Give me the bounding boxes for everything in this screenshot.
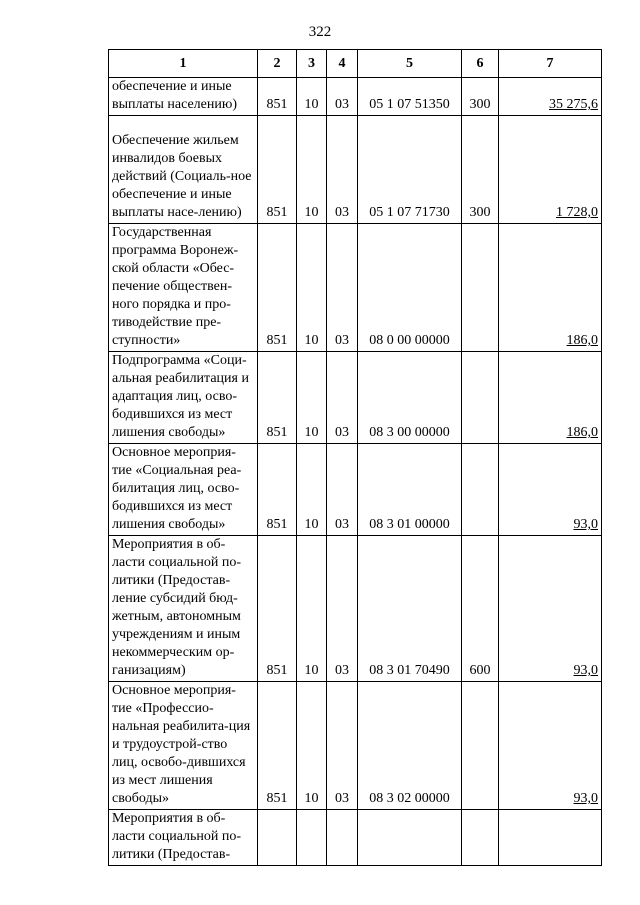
row-name: Основное мероприя-тие «Профессио-нальная реабилита-ция и трудоустрой-ство лиц, освобо-дившихся из мест лишения свободы» [109,682,258,810]
column-header-5: 5 [358,50,462,78]
table-row [109,682,602,810]
column-header-6: 6 [462,50,499,78]
table-row [109,116,602,224]
row-amount [499,810,602,866]
row-code-6: 300 [462,78,499,116]
row-amount-value: 1 728,0 [556,205,598,220]
row-amount-value: 93,0 [573,517,598,532]
row-amount [499,682,602,810]
table-row [109,352,602,444]
row-code-4: 03 [327,352,358,444]
row-code-3: 10 [297,224,327,352]
row-amount-value: 35 275,6 [549,97,598,112]
row-amount [499,116,602,224]
row-name: Обеспечение жильем инвалидов боевых действий (Социаль-ное обеспечение и иные выплаты насе-лению) [109,116,258,224]
row-code-4: 03 [327,536,358,682]
row-code-5: 08 3 00 00000 [358,352,462,444]
page-number: 322 [308,24,332,40]
row-code-4: 03 [327,116,358,224]
row-code-6 [462,352,499,444]
row-code-3: 10 [297,78,327,116]
row-code-6 [462,682,499,810]
row-code-6 [462,224,499,352]
row-code-5 [358,810,462,866]
row-code-2 [258,810,297,866]
table-row [109,444,602,536]
column-header-7: 7 [499,50,602,78]
row-code-4: 03 [327,224,358,352]
row-code-6: 300 [462,116,499,224]
row-code-5: 05 1 07 51350 [358,78,462,116]
row-code-3: 10 [297,116,327,224]
row-amount [499,352,602,444]
column-header-3: 3 [297,50,327,78]
row-name: Основное мероприя-тие «Социальная реа-билитация лиц, осво-бодившихся из мест лишения свободы» [109,444,258,536]
column-header-4: 4 [327,50,358,78]
row-code-5: 05 1 07 71730 [358,116,462,224]
table-row [109,224,602,352]
row-amount-value: 93,0 [573,663,598,678]
row-code-6 [462,444,499,536]
row-code-6 [462,810,499,866]
row-amount [499,536,602,682]
row-name: Мероприятия в об-ласти социальной по-литики (Предостав-ление субсидий бюд-жетным, автономным учреждениям и иным некоммерческим ор-ганизациям) [109,536,258,682]
row-code-5: 08 3 01 70490 [358,536,462,682]
row-amount [499,78,602,116]
row-code-3: 10 [297,352,327,444]
row-code-5: 08 3 02 00000 [358,682,462,810]
row-code-2: 851 [258,536,297,682]
row-code-5: 08 0 00 00000 [358,224,462,352]
table-row [109,78,602,116]
row-code-3: 10 [297,536,327,682]
row-code-6: 600 [462,536,499,682]
row-code-4: 03 [327,444,358,536]
row-code-4: 03 [327,78,358,116]
column-header-1: 1 [109,50,258,78]
row-code-3 [297,810,327,866]
row-code-2: 851 [258,78,297,116]
table-header-row [109,50,602,78]
row-name: Государственная программа Воронеж-ской области «Обес-печение обществен-ного порядка и про-тиводействие пре-ступности» [109,224,258,352]
row-code-2: 851 [258,352,297,444]
row-code-2: 851 [258,444,297,536]
table-row [109,536,602,682]
row-name: Подпрограмма «Соци-альная реабилитация и адаптация лиц, осво-бодившихся из мест лишения свободы» [109,352,258,444]
row-amount-value: 93,0 [573,791,598,806]
row-code-2: 851 [258,116,297,224]
row-code-2: 851 [258,224,297,352]
row-code-5: 08 3 01 00000 [358,444,462,536]
row-name: Мероприятия в об-ласти социальной по-литики (Предостав- [109,810,258,866]
row-code-4: 03 [327,682,358,810]
table-row [109,810,602,866]
budget-table [108,49,602,866]
row-amount-value: 186,0 [566,425,598,440]
row-amount [499,224,602,352]
column-header-2: 2 [258,50,297,78]
row-name: обеспечение и иные выплаты населению) [109,78,258,116]
row-code-3: 10 [297,682,327,810]
row-amount-value: 186,0 [566,333,598,348]
row-code-2: 851 [258,682,297,810]
row-code-4 [327,810,358,866]
row-amount [499,444,602,536]
row-code-3: 10 [297,444,327,536]
